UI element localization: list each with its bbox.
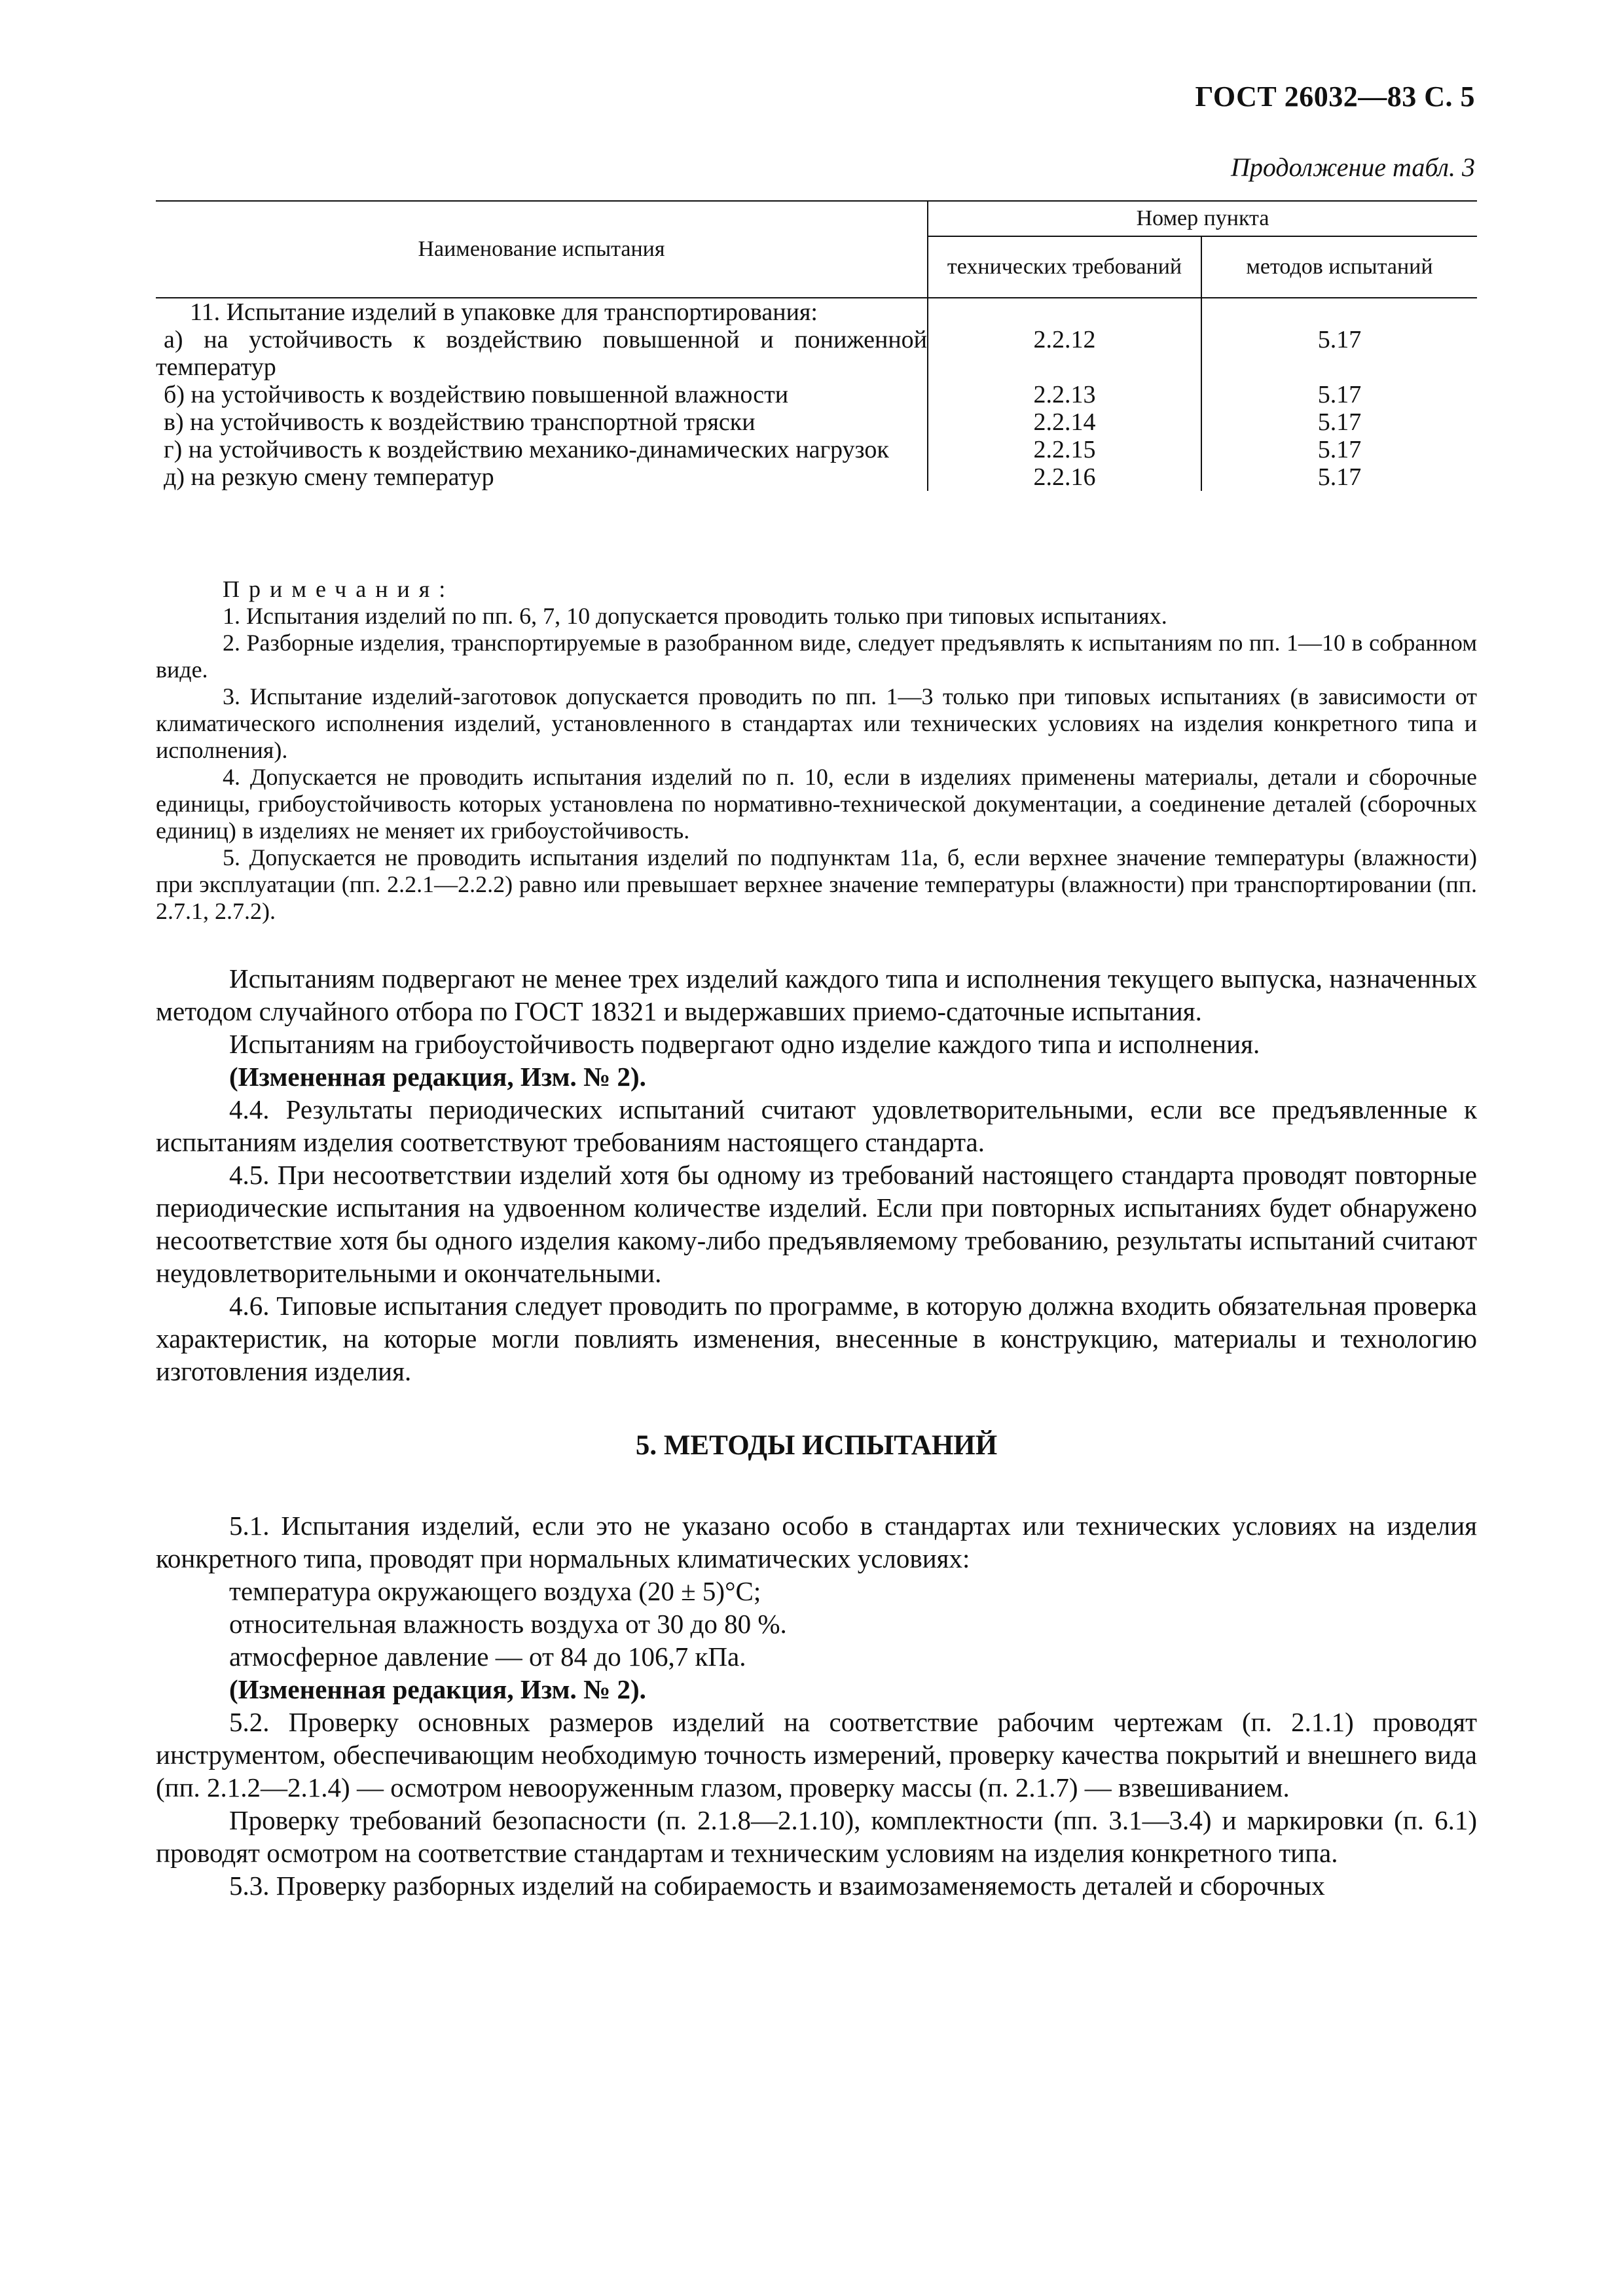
row-tech: 2.2.15: [928, 436, 1201, 463]
notes-title: Примечания:: [223, 576, 455, 602]
paragraph-5-3: 5.3. Проверку разборных изделий на собираемость и взаимозаменяемость деталей и сборочных: [229, 1871, 1325, 1901]
header-test-methods: методов испытаний: [1201, 236, 1477, 298]
paragraph: Испытаниям подвергают не менее трех изделий каждого типа и исполнения текущего выпуска, назначенных методом случайного отбора по ГОСТ 18321 и выдержавших приемо-сдаточные испытания.: [156, 963, 1477, 1026]
tests-table: [156, 200, 1477, 491]
paragraph-5-2: 5.2. Проверку основных размеров изделий на соответствие рабочим чертежам (п. 2.1.1) проводят инструментом, обеспечивающим необходимую точность измерений, проверку качества покрытий и внешнего вида (пп. 2.1.2—2.1.4) — осмотром невооруженным глазом, проверку массы (п. 2.1.7) — взвешиванием.: [156, 1707, 1477, 1803]
note-item: 1. Испытания изделий по пп. 6, 7, 10 допускается проводить только при типовых испытаниях.: [223, 603, 1167, 629]
row-tech: 2.2.14: [928, 408, 1201, 436]
table-row: [156, 408, 1477, 436]
row-name: б) на устойчивость к воздействию повышенной влажности: [164, 381, 789, 408]
header-tech-requirements: технических требований: [928, 236, 1201, 298]
note-item: 4. Допускается не проводить испытания изделий по п. 10, если в изделиях применены материалы, детали и сборочные единицы, грибоустойчивость которых установлена по нормативно-технической документации, а соединение деталей (сборочных единиц) в изделиях не меняет их грибоустойчивость.: [156, 764, 1477, 844]
row-method: 5.17: [1201, 463, 1477, 491]
row-name: д) на резкую смену температур: [164, 463, 494, 491]
note-item: 2. Разборные изделия, транспортируемые в разобранном виде, следует предъявлять к испытаниям по пп. 1—10 в собранном виде.: [156, 630, 1477, 683]
note-item: 3. Испытание изделий-заготовок допускается проводить по пп. 1—3 только при типовых испытаниях (в зависимости от климатического исполнения изделий, установленного в стандартах или технических условиях на изделия конкретного типа и исполнения).: [156, 683, 1477, 763]
row-tech: 2.2.13: [928, 381, 1201, 408]
section-title: 5. МЕТОДЫ ИСПЫТАНИЙ: [635, 1430, 998, 1461]
row-name: а) на устойчивость к воздействию повышенной и пониженной температур: [156, 326, 927, 381]
table-row: [156, 381, 1477, 408]
amendment-note: (Измененная редакция, Изм. № 2).: [229, 1674, 646, 1704]
row-method: 5.17: [1201, 408, 1477, 436]
condition-pressure: атмосферное давление — от 84 до 106,7 кПа.: [229, 1641, 746, 1672]
header-test-name: Наименование испытания: [418, 237, 665, 261]
paragraph: Испытаниям на грибоустойчивость подвергают одно изделие каждого типа и исполнения.: [229, 1029, 1260, 1059]
condition-humidity: относительная влажность воздуха от 30 до 80 %.: [229, 1609, 787, 1639]
paragraph-4-5: 4.5. При несоответствии изделий хотя бы одному из требований настоящего стандарта проводят повторные периодические испытания на удвоенном количестве изделий. Если при повторных испытаниях будет обнаружено несоответствие хотя бы одного изделия какому-либо предъявляемому требованию, результаты испытаний считают неудовлетворительными и окончательными.: [156, 1160, 1477, 1288]
table-row: [156, 326, 1477, 381]
table-row: [156, 463, 1477, 491]
note-item: 5. Допускается не проводить испытания изделий по подпунктам 11а, б, если верхнее значение температуры (влажности) при эксплуатации (пп. 2.2.1—2.2.2) равно или превышает верхнее значение температуры (влажности) при транспортировании (пп. 2.7.1, 2.7.2).: [156, 844, 1477, 924]
page-header: ГОСТ 26032—83 С. 5: [1195, 81, 1475, 113]
row-name: г) на устойчивость к воздействию механико-динамических нагрузок: [164, 436, 889, 463]
condition-temperature: температура окружающего воздуха (20 ± 5)°С;: [229, 1576, 761, 1606]
row-name: 11. Испытание изделий в упаковке для транспортирования:: [190, 298, 818, 326]
row-method: 5.17: [1201, 381, 1477, 408]
body-text: [156, 962, 1477, 1902]
header-item-number: Номер пункта: [928, 201, 1477, 236]
paragraph: Проверку требований безопасности (п. 2.1.8—2.1.10), комплектности (пп. 3.1—3.4) и маркировки (п. 6.1) проводят осмотром на соответствие стандартам и техническим условиям на изделия конкретного типа.: [156, 1805, 1477, 1868]
row-tech: 2.2.16: [928, 463, 1201, 491]
row-tech: 2.2.12: [928, 326, 1201, 381]
paragraph-4-4: 4.4. Результаты периодических испытаний считают удовлетворительными, если все предъявленные к испытаниям изделия соответствуют требованиям настоящего стандарта.: [156, 1094, 1477, 1157]
row-method: 5.17: [1201, 436, 1477, 463]
table-continuation-label: Продолжение табл. 3: [1230, 152, 1475, 182]
row-tech: [928, 298, 1201, 326]
row-method: 5.17: [1201, 326, 1477, 381]
amendment-note: (Измененная редакция, Изм. № 2).: [229, 1062, 646, 1092]
row-method: [1201, 298, 1477, 326]
paragraph-5-1: 5.1. Испытания изделий, если это не указано особо в стандартах или технических условиях на изделия конкретного типа, проводят при нормальных климатических условиях:: [156, 1511, 1477, 1573]
paragraph-4-6: 4.6. Типовые испытания следует проводить по программе, в которую должна входить обязательная проверка характеристик, на которые могли повлиять изменения, внесенные в конструкцию, материалы и технологию изготовления изделия.: [156, 1291, 1477, 1386]
tests-table-container: [156, 200, 1477, 491]
table-notes: [156, 576, 1477, 925]
table-row: [156, 298, 1477, 326]
row-name: в) на устойчивость к воздействию транспортной тряски: [164, 408, 756, 436]
table-row: [156, 436, 1477, 463]
